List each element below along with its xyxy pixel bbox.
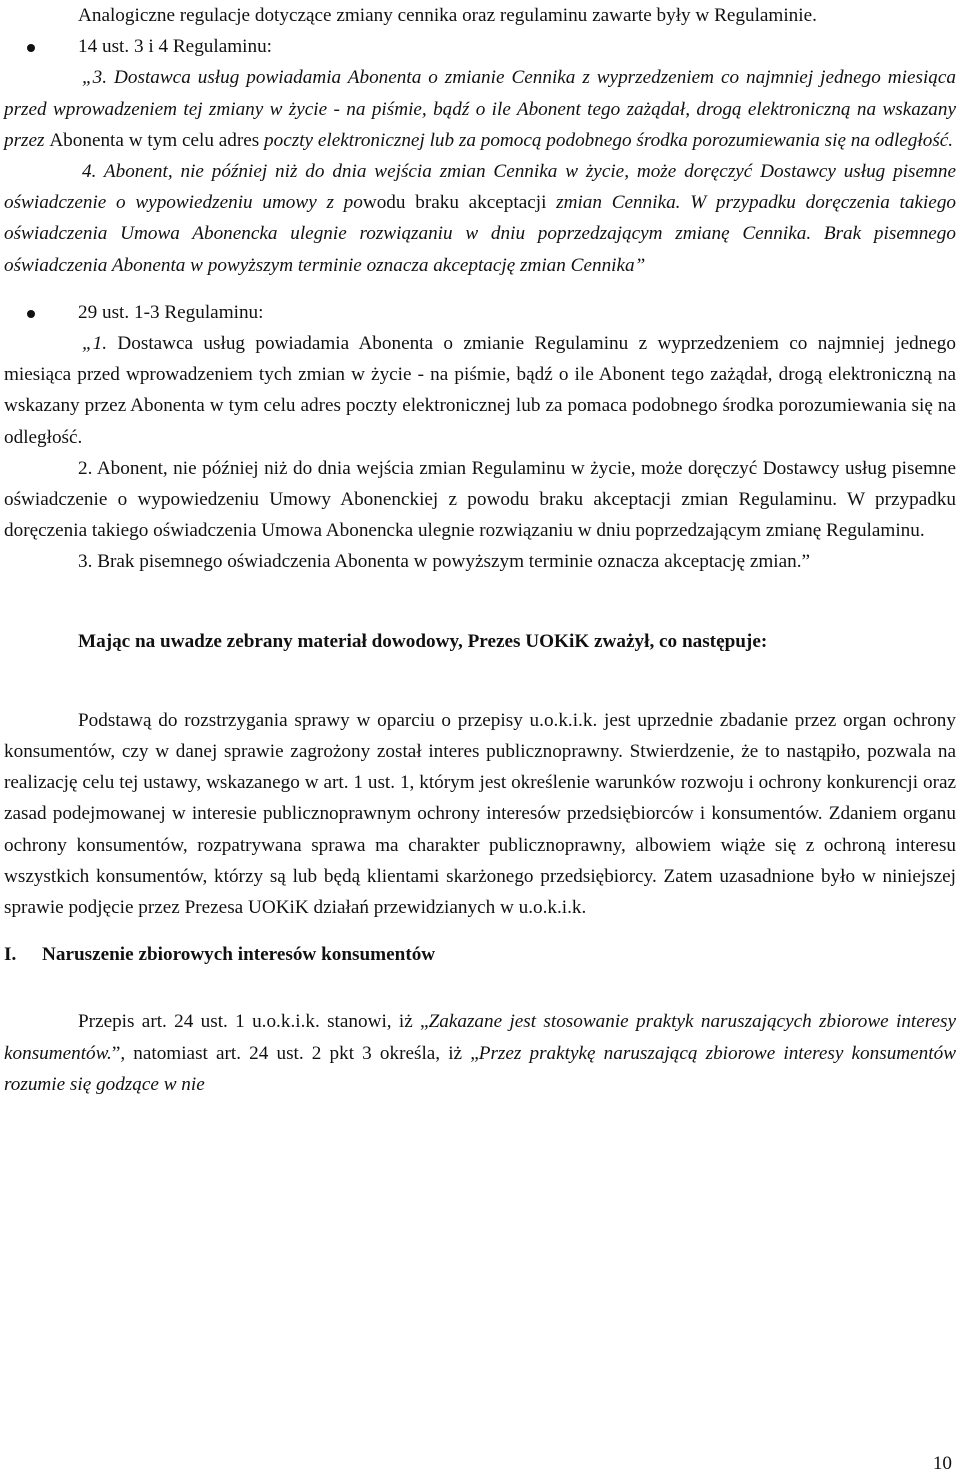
quote-open-mark: „1.: [82, 333, 108, 355]
quote-text-plain: z powodu braku: [448, 489, 584, 511]
quote-paragraph-4: [4, 156, 956, 281]
conclusion-heading: Mając na uwadze zebrany materiał dowodowy, Prezes UOKiK zważył, co następuje:: [78, 630, 768, 652]
bullet-icon: [27, 310, 35, 318]
section-heading: [4, 939, 956, 970]
spacer: [4, 970, 956, 1006]
quote-paragraph-1: [4, 328, 956, 453]
page-number: 10: [932, 1453, 952, 1474]
body-paragraph-basis: Podstawą do rozstrzygania sprawy w oparciu o przepisy u.o.k.i.k. jest uprzednie zbadanie przez organ ochrony konsumentów, czy w danej sprawie zagrożony został interes publicznoprawny. Stwierdzenie, że to nastąpiło, pozwala na realizację celu tej ustawy, wskazanego w art. 1 ust. 1, którym jest określenie warunków rozwoju i ochrony konkurencji oraz zasad podejmowanej w interesie publicznoprawnym ochrony interesów przedsiębiorców i konsumentów. Zdaniem organu ochrony konsumentów, rozpatrywana sprawa ma charakter publicznoprawny, albowiem wiąże się z ochroną interesu wszystkich konsumentów, którzy są lub będą klientami skarżonego przedsiębiorcy. Zatem uzasadnione było w niniejszej sprawie podjęcie przez Prezesa UOKiK działań przewidzianych w u.o.k.i.k.: [4, 709, 956, 919]
quote-text-plain: poczty elektronicznej lub za pomaca podobnego środka porozumiewania się na odległość.: [4, 395, 956, 448]
intro-paragraph: Analogiczne regulacje dotyczące zmiany cennika oraz regulaminu zawarte były w Regulaminie.: [78, 5, 817, 26]
quote-text: 4. Abonent, nie później niż do dnia wejścia zmian Cennika w życie, może doręczyć Dostawcy usług pisemne oświadczenie o wypowiedzeniu umowy z po: [4, 161, 956, 214]
spacer: [4, 923, 956, 939]
quote-open-mark: „3.: [82, 67, 115, 89]
bullet-label: 14 ust. 3 i 4 Regulaminu:: [78, 36, 273, 58]
quote-text-plain: 2. Abonent, nie później niż do dnia wejścia zmian Regulaminu w życie, może doręczyć Dostawcy usług pisemne oświadczenie o wypowiedzeniu Umowy Abonenckiej: [4, 457, 956, 511]
statute-quote: Zakazane jest stosowanie praktyk naruszających zbiorowe interesy konsumentów.: [4, 1011, 957, 1064]
bullet-label: 29 ust. 1-3 Regulaminu:: [78, 301, 264, 323]
bullet-icon: [27, 44, 35, 52]
quote-text-plain: wodu braku akceptacji: [362, 192, 547, 214]
quote-paragraph-3b: 3. Brak pisemnego oświadczenia Abonenta w powyższym terminie oznacza akceptację zmian.”: [78, 551, 811, 573]
quote-text-plain: Dostawca usług powiadamia Abonenta o zmianie Regulaminu z wyprzedzeniem co najmniej jednego miesiąca przed wprowadzeniem tych zmian w życie - na piśmie, bądź o ile Abonent tego zażądał, drogą elektroniczną na wskazany przez Abonenta: [4, 333, 956, 417]
section-number: I.: [4, 944, 17, 966]
body-paragraph-art24: [4, 1006, 956, 1100]
quote-paragraph-3: [4, 62, 956, 156]
body-text: Przepis art. 24 ust. 1 u.o.k.i.k. stanowi, iż „: [78, 1011, 429, 1033]
statute-quote: Przez praktykę naruszającą zbiorowe interesy konsumentów rozumie się godzące w nie: [4, 1042, 956, 1095]
section-title: Naruszenie zbiorowych interesów konsumentów: [42, 944, 436, 966]
quote-paragraph-2: [4, 453, 956, 547]
quote-text: Dostawca usług powiadamia Abonenta o zmianie Cennika z wyprzedzeniem co najmniej jednego miesiąca przed wprowadzeniem tej zmiany w życie - na piśmie, bądź o ile Abonent tego zażądał, drogą elektroniczną na wskazany przez: [4, 67, 957, 151]
quote-text: poczty elektronicznej lub za pomocą podobnego środka porozumiewania się na odległość.: [264, 129, 954, 151]
spacer: [4, 578, 956, 626]
quote-text-plain: akceptacji zmian Regulaminu. W przypadku doręczenia takiego oświadczenia Umowa Abonencka ulegnie rozwiązaniu w dniu poprzedzającym zmianę Regulaminu.: [4, 489, 957, 542]
spacer: [4, 657, 956, 705]
body-text: ”, natomiast art. 24 ust. 2 pkt 3 określa, iż „: [111, 1042, 479, 1064]
bullet-item-regulamin-14: [4, 31, 956, 62]
quote-text: zmian Cennika. W przypadku doręczenia takiego oświadczenia Umowa Abonencka ulegnie rozwiązaniu w dniu poprzedzającym zmianę Cennika. Brak pisemnego oświadczenia Abonenta w powyższym terminie oznacza akceptację zmian Cennika”: [4, 192, 957, 276]
quote-text-plain: w tym celu adres: [209, 395, 342, 417]
spacer: [4, 281, 956, 297]
bullet-item-regulamin-29: [4, 297, 956, 328]
quote-text-plain: Abonenta w tym celu adres: [49, 129, 265, 151]
document-page: [4, 0, 956, 1100]
